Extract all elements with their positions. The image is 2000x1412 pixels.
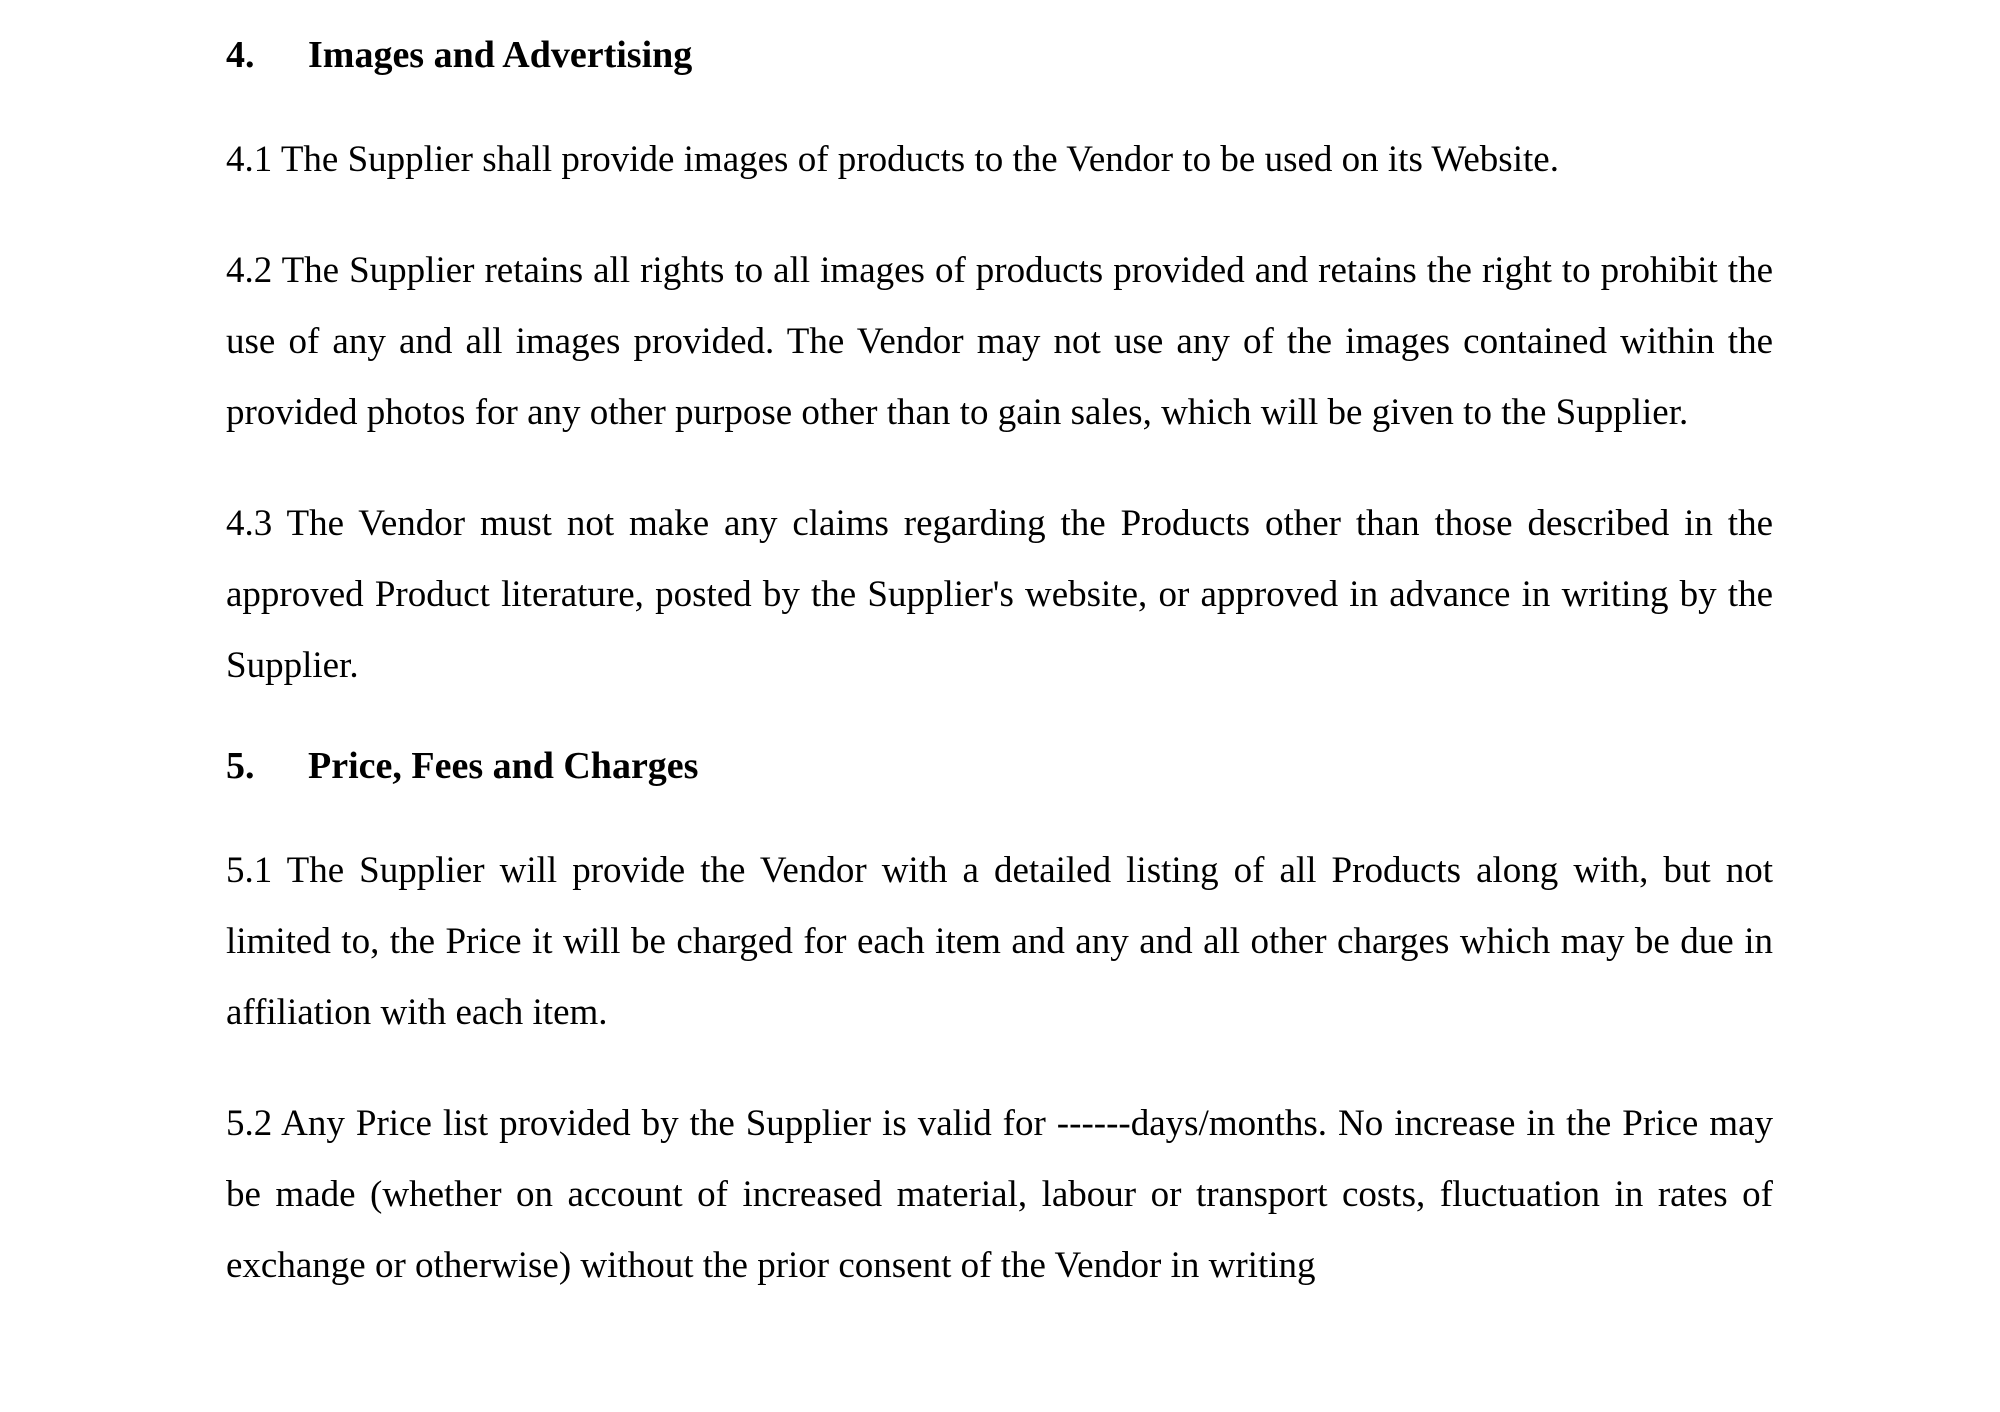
section-title: Price, Fees and Charges [308,745,699,787]
clause-4-3: 4.3 The Vendor must not make any claims regarding the Products other than those described in the approved Product literature, posted by the Supplier's website, or approved in advance in writing by the Supplier. [226,503,1773,686]
section-heading-5 [226,741,1773,791]
clause-5-2: 5.2 Any Price list provided by the Supplier is valid for ------days/months. No increase in the Price may be made (whether on account of increased material, labour or transport costs, fluctuation in rates of exchange or otherwise) without the prior consent of the Vendor in writing [226,1103,1773,1286]
section-number: 4. [226,34,255,76]
section-heading-4 [226,30,1773,80]
clause-4-2: 4.2 The Supplier retains all rights to all images of products provided and retains the right to prohibit the use of any and all images provided. The Vendor may not use any of the images contained within the provided photos for any other purpose other than to gain sales, which will be given to the Supplier. [226,250,1773,433]
document-body [226,30,1773,1301]
clause-4-1: 4.1 The Supplier shall provide images of products to the Vendor to be used on its Website. [226,139,1559,180]
section-number: 5. [226,745,255,787]
clause-5-1: 5.1 The Supplier will provide the Vendor with a detailed listing of all Products along with, but not limited to, the Price it will be charged for each item and any and all other charges which may be due in affiliation with each item. [226,850,1773,1033]
section-title: Images and Advertising [308,34,693,76]
